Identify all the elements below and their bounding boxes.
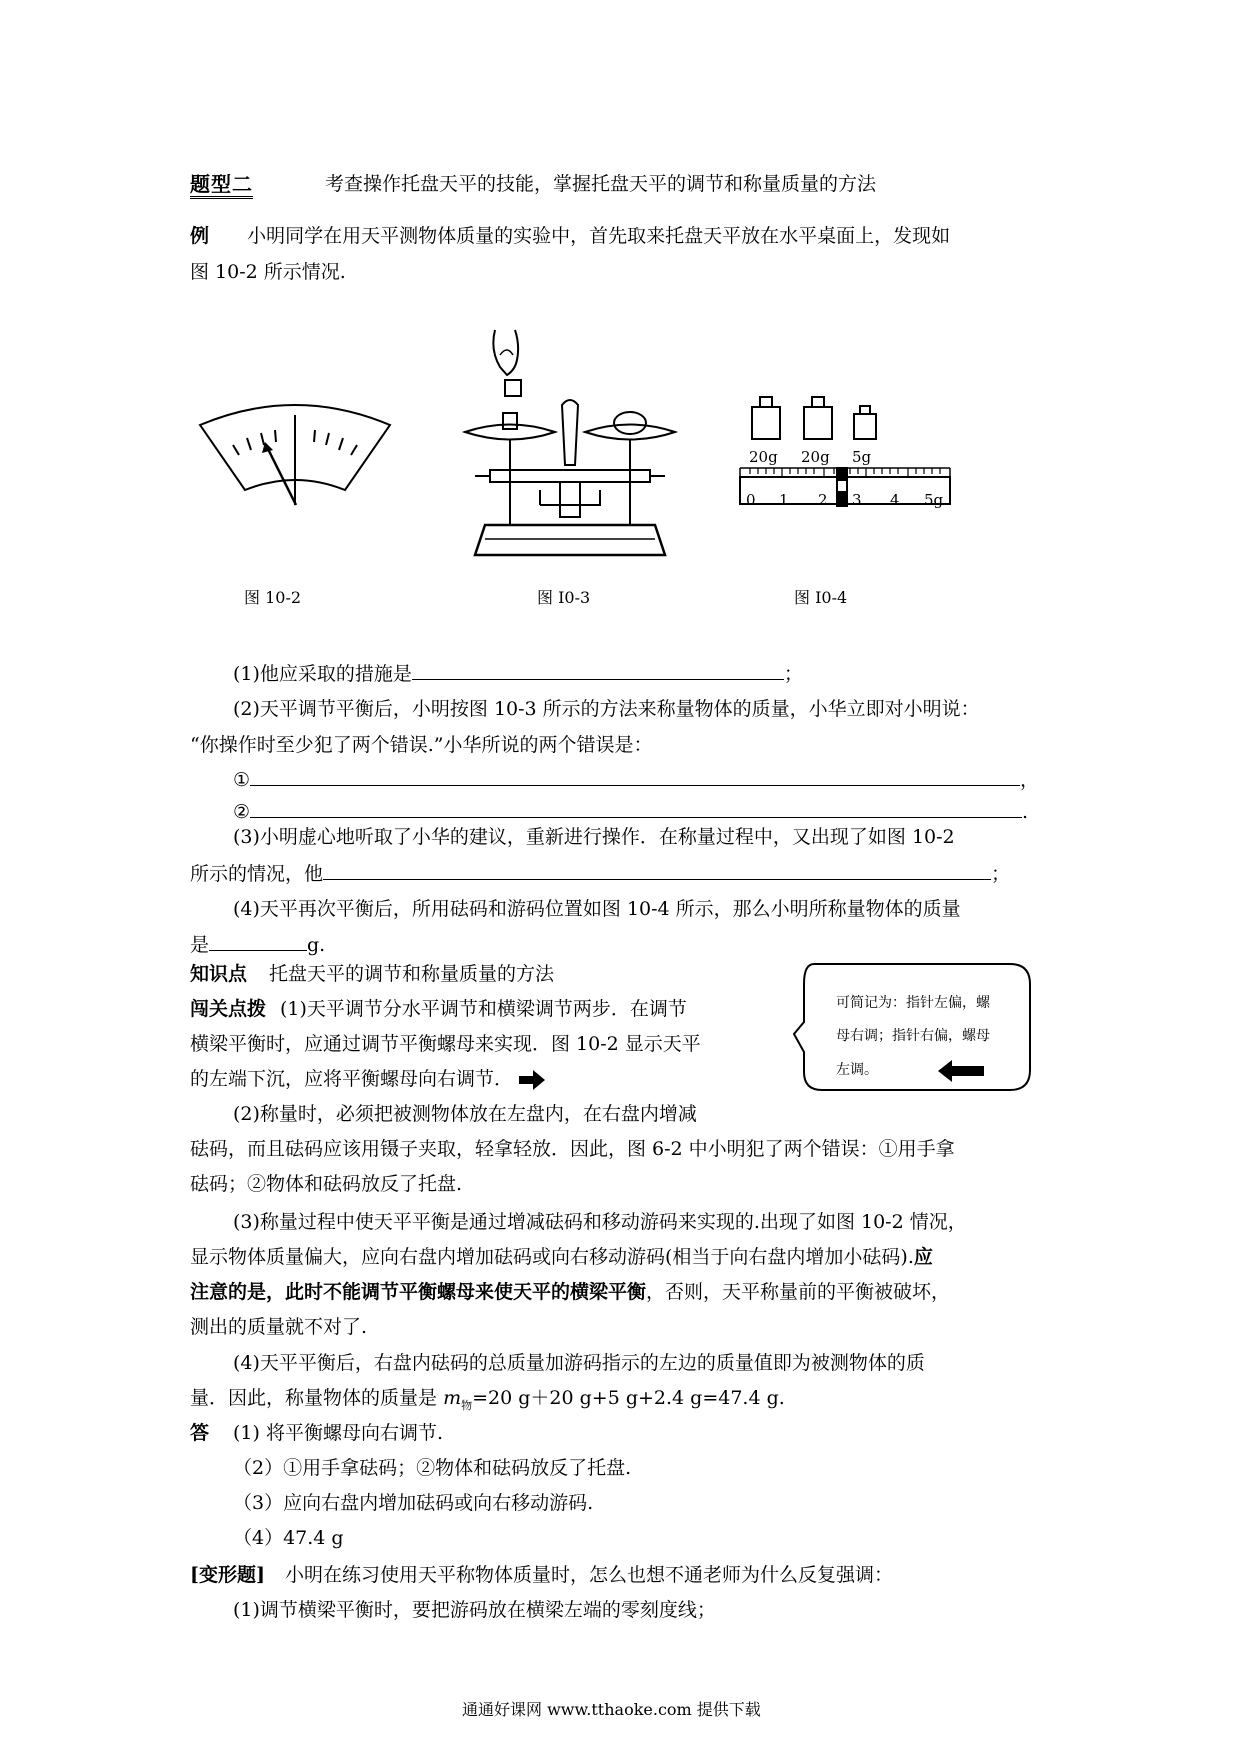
answer-label: 答: [190, 1422, 210, 1444]
weight-label-1: 20g: [749, 448, 778, 466]
hint-p2-line-1: (2)称量时，必须把被测物体放在左盘内，在右盘内增减: [233, 1103, 697, 1125]
figure-10-2-dial: [195, 395, 395, 515]
rider-tick-2: 2: [818, 491, 828, 509]
hint-p3-line-3: [190, 1280, 950, 1304]
mass-subscript: 物: [461, 1398, 473, 1412]
hint-p4-text-a: 量．因此，称量物体的质量是: [190, 1387, 438, 1409]
mass-symbol: m: [443, 1387, 462, 1409]
hint-p2-line-3: 砝码；②物体和砝码放反了托盘.: [190, 1173, 463, 1195]
example-label: 例: [190, 225, 210, 247]
hint-p3-line-1: (3)称量过程中使天平平衡是通过增减砝码和移动游码来实现的.出现了如图 10-2 情况，: [233, 1211, 967, 1233]
knowledge-point: [190, 962, 554, 986]
hint-p3-bold-2: 应: [913, 1246, 933, 1268]
fig-10-4-caption: 图 I0-4: [794, 588, 848, 607]
hint-p1-line-1: [190, 997, 687, 1021]
answer-3: （3）应向右盘内增加砝码或向右移动游码.: [233, 1492, 594, 1514]
hint-p1-text-3: 的左端下沉，应将平衡螺母向右调节．: [190, 1068, 514, 1090]
fig-10-2-caption: 图 10-2: [244, 588, 302, 607]
question-3-end: ；: [991, 863, 1011, 885]
rider-tick-3: 3: [852, 491, 862, 509]
question-4-text: 是: [190, 934, 210, 956]
variant-line: [190, 1563, 893, 1587]
weight-label-3: 5g: [852, 448, 872, 466]
answer-blank-2b[interactable]: [250, 799, 1022, 818]
question-2-line-2: “你操作时至少犯了两个错误.”小华所说的两个错误是：: [190, 734, 653, 756]
fig-10-3-caption: 图 I0-3: [537, 588, 591, 607]
question-2-a-end: ，: [1020, 769, 1040, 791]
memo-line-1: 可简记为：指针左偏，螺: [836, 995, 990, 1011]
hint-p2-line-2: 砝码，而且砝码应该用镊子夹取，轻拿轻放．因此，图 6-2 中小明犯了两个错误：①用手拿: [190, 1138, 955, 1160]
example-line-2: 图 10-2 所示情况.: [190, 261, 346, 283]
example-line-1: [190, 224, 950, 248]
rider-tick-0: 0: [746, 491, 756, 509]
question-1-end: ；: [783, 663, 803, 685]
answer-1: [190, 1421, 443, 1445]
variant-item-1: (1)调节横梁平衡时，要把游码放在横梁左端的零刻度线；: [233, 1599, 716, 1621]
hint-p4-line-1: (4)天平平衡后，右盘内砝码的总质量加游码指示的左边的质量值即为被测物体的质: [233, 1352, 925, 1374]
question-1-text: (1)他应采取的措施是: [233, 663, 412, 685]
question-3-line-1: (3)小明虚心地听取了小华的建议，重新进行操作．在称量过程中，又出现了如图 10-2: [233, 826, 955, 848]
question-2-line-1: (2)天平调节平衡后，小明按图 10-3 所示的方法来称量物体的质量，小华立即对小明说：: [233, 698, 980, 720]
answer-4: （4）47.4 g: [233, 1527, 344, 1549]
hint-p3-bold-3: 注意的是，此时不能调节平衡螺母来使天平的横梁平衡: [190, 1281, 647, 1303]
hint-p1-line-2: 横梁平衡时，应通过调节平衡螺母来实现．图 10-2 显示天平: [190, 1033, 701, 1055]
question-2-b-end: .: [1022, 801, 1029, 823]
variant-label: [变形题]: [190, 1564, 265, 1586]
question-4-end: g.: [307, 934, 326, 956]
hint-p3-line-4: 测出的质量就不对了.: [190, 1316, 368, 1338]
question-1: [233, 661, 803, 686]
memo-line-3: 左调。: [836, 1062, 878, 1078]
question-3-text: 所示的情况，他: [190, 863, 324, 885]
answer-blank-3[interactable]: [323, 861, 991, 880]
hint-p3-text-2: 显示物体质量偏大，应向右盘内增加砝码或向右移动游码(相当于向右盘内增加小砝码).: [190, 1246, 914, 1268]
section-label-badge: [190, 172, 253, 196]
answer-blank-2a[interactable]: [250, 767, 1020, 786]
footer-credit: 通通好课网 www.tthaoke.com 提供下载: [462, 1700, 761, 1719]
knowledge-text: 托盘天平的调节和称量质量的方法: [269, 963, 555, 985]
question-4-line-2: [190, 932, 325, 957]
rider-tick-4: 4: [890, 491, 900, 509]
answer-blank-1[interactable]: [412, 661, 784, 680]
figure-10-3-balance: [455, 325, 685, 565]
question-2-a: [233, 767, 1039, 792]
weight-label-2: 20g: [801, 448, 830, 466]
hint-p3-line-2: [190, 1245, 933, 1269]
knowledge-label: 知识点: [190, 963, 248, 985]
hint-p4-text-b: =20 g＋20 g+5 g+2.4 g=47.4 g.: [472, 1387, 785, 1409]
hint-p4-line-2: [190, 1386, 785, 1418]
question-2-b-marker: ②: [233, 801, 251, 823]
section-title: 考查操作托盘天平的技能，掌握托盘天平的调节和称量质量的方法: [325, 173, 877, 195]
question-2-a-marker: ①: [233, 769, 251, 791]
hint-p1-line-3: [190, 1067, 545, 1091]
question-4-line-1: (4)天平再次平衡后，所用砝码和游码位置如图 10-4 所示，那么小明所称量物体的质量: [233, 898, 961, 920]
rider-tick-1: 1: [779, 491, 789, 509]
answer-1-text: (1) 将平衡螺母向右调节.: [233, 1422, 444, 1444]
memo-line-2: 母右调；指针右偏，螺母: [836, 1028, 990, 1044]
question-2-b: [233, 799, 1028, 824]
variant-text: 小明在练习使用天平称物体质量时，怎么也想不通老师为什么反复强调：: [284, 1564, 893, 1586]
hint-p3-text-3: ，否则，天平称量前的平衡被破坏，: [646, 1281, 951, 1303]
example-text-1: 小明同学在用天平测物体质量的实验中，首先取来托盘天平放在水平桌面上，发现如: [247, 225, 951, 247]
hint-p1-text-1: (1)天平调节分水平调节和横梁调节两步．在调节: [280, 998, 687, 1020]
hint-label: 闯关点拨: [190, 998, 267, 1020]
left-arrow-icon: [938, 1060, 984, 1082]
answer-blank-4[interactable]: [209, 932, 307, 951]
right-arrow-icon: [519, 1070, 545, 1090]
rider-tick-5: 5g: [924, 491, 944, 509]
answer-2: （2）①用手拿砝码；②物体和砝码放反了托盘.: [233, 1457, 632, 1479]
question-3-line-2: [190, 861, 1010, 886]
section-label: 题型二: [190, 172, 253, 199]
